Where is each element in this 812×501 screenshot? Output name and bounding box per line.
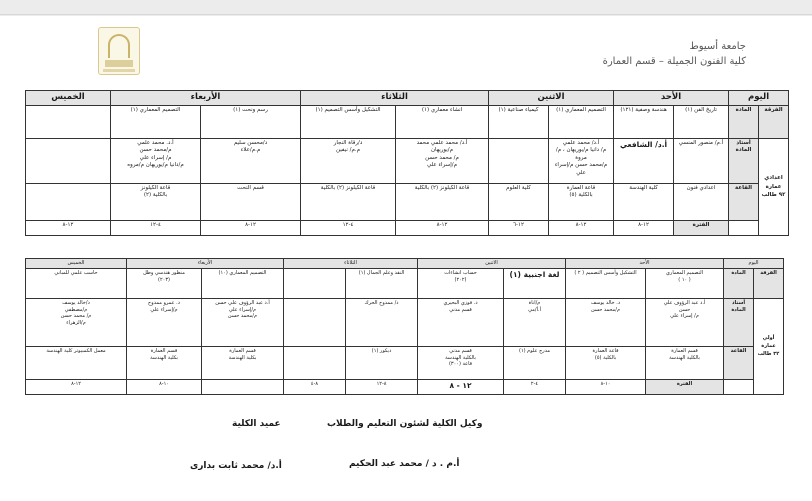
time-cell: ١٢-٨: [614, 221, 674, 236]
dean-title: عميد الكلية: [232, 419, 281, 429]
time-cell: ١٢-٨: [549, 221, 614, 236]
row-label: القاعة: [724, 346, 754, 379]
time-cell: ٨-٤: [284, 379, 346, 394]
time-cell: ٤-١٢: [111, 221, 201, 236]
schedule-table-prep: [25, 90, 789, 236]
subject-cell: رسم ونحت (١): [201, 106, 301, 139]
teacher-cell: د/محسن سليم م.م/علاء: [201, 139, 301, 184]
year-name: أولي عمارة: [761, 335, 776, 350]
subject-cell: [284, 268, 346, 298]
year-label: [754, 298, 784, 394]
time-cell: ١٢-٦: [489, 221, 549, 236]
day-header: الأحد: [614, 91, 729, 106]
hall-cell: معمل الكمبيوتر كلية الهندسة: [26, 346, 127, 379]
row-label: أستاذ المادة: [729, 139, 759, 184]
day-header: اليوم: [729, 91, 789, 106]
day-header: الأربعاء: [127, 259, 284, 269]
blank-cell: [729, 221, 759, 236]
logo-arch-icon: [108, 34, 130, 58]
teacher-cell: أ.د. محمد علمي م/محمد حسن م/ إسراء علي م/دانيا م/يوريهان م/مروه: [111, 139, 201, 184]
day-header: الثلاثاء: [301, 91, 489, 106]
time-cell: ٨-١٢: [346, 379, 418, 394]
window-top-bar: [0, 0, 812, 15]
hall-cell: قاعة الكيلونز (٢) بالكلية: [396, 184, 489, 221]
day-header: الاثنين: [418, 259, 566, 269]
subject-cell: النقد وعلم الجمال (١): [346, 268, 418, 298]
faculty-name: كلية الفنون الجميلة – قسم العمارة: [602, 56, 746, 67]
subject-cell: التصميم المعماري (١): [549, 106, 614, 139]
subject-cell: كيمياء صناعية (١): [489, 106, 549, 139]
year-name: اعدادي عمارة: [764, 174, 783, 190]
teacher-cell: [284, 298, 346, 346]
student-count: ٩٢ طالب: [761, 192, 786, 199]
blank-cell: [724, 379, 754, 394]
time-cell: ١٠-٨: [566, 379, 646, 394]
teacher-cell: [26, 139, 111, 184]
hall-cell: [26, 184, 111, 221]
hall-cell: اعدادي فنون: [674, 184, 729, 221]
student-count: ٣٢ طالب: [757, 351, 780, 358]
day-header: الأربعاء: [111, 91, 301, 106]
subject-cell: التصميم المعماري (١): [111, 106, 201, 139]
time-cell: ١٠-٨: [127, 379, 202, 394]
row-label: الفرقة: [754, 268, 784, 298]
subject-cell: لغة اجنبية (١): [504, 268, 566, 298]
teacher-cell: أ.د عبد الرؤوف علي حسن م/إسراء علي م/محمد حسن: [202, 298, 284, 346]
teacher-cell: م/اناة أ.أ/مي: [504, 298, 566, 346]
hall-cell: قسم مدني بالكلية الهندسة قاعة (٣٠٠): [418, 346, 504, 379]
day-header: الخميس: [26, 91, 111, 106]
logo-line-icon: [103, 69, 135, 72]
day-header: اليوم: [724, 259, 784, 269]
hall-cell: كلية الهندسة: [614, 184, 674, 221]
teacher-cell: [489, 139, 549, 184]
teacher-cell: أ.د/ الشافعي: [614, 139, 674, 184]
time-cell: ١٢-٨: [26, 379, 127, 394]
time-cell: ١٢-٨: [201, 221, 301, 236]
hall-cell: قاعة العمارة بالكلية (٥): [549, 184, 614, 221]
teacher-cell: د. فوزي البحيري قسم مدني: [418, 298, 504, 346]
subject-cell: حاسب علمي للمباني: [26, 268, 127, 298]
subject-cell: التصميم المعماري ( ١٠ ): [646, 268, 724, 298]
teacher-cell: د. خالد يوسف م/محمد حسن: [566, 298, 646, 346]
hall-cell: قسم العمارة بكلية الهندسة: [202, 346, 284, 379]
teacher-cell: أ.د/ محمد علمي محمد م/يوريهان م/ محمد حسن م/إسراء علي: [396, 139, 489, 184]
subject-cell: منظور هندسي وظل (٢٠٣): [127, 268, 202, 298]
day-header: الأحد: [566, 259, 724, 269]
row-label: أستاذ المادة: [724, 298, 754, 346]
hall-cell: قاعة الكيلونز بالكلية (٢): [111, 184, 201, 221]
day-header: الثلاثاء: [284, 259, 418, 269]
subject-cell: انشاء معماري (١): [396, 106, 489, 139]
year-label: [759, 139, 789, 236]
teacher-cell: أ.د/ محمد علمي م/ دانيا م/يوريهان ، م/مروة م/محمد حسن م/إسراء علي: [549, 139, 614, 184]
university-name: جامعة أسيوط: [689, 41, 746, 52]
vice-dean-title: وكيل الكلية لشئون التعليم والطلاب: [327, 419, 483, 429]
teacher-cell: د/رقاة النجار م.م/ نيفين: [301, 139, 396, 184]
university-logo: [98, 27, 140, 75]
row-label: الفترة: [674, 221, 729, 236]
time-cell: ١٢ - ٨: [418, 379, 504, 394]
row-label: الفترة: [646, 379, 724, 394]
subject-cell: هندسة وصفية (١٢١): [614, 106, 674, 139]
dean-name: أ.د/ محمد ثابت بدارى: [190, 461, 282, 471]
subject-cell: تاريخ الفن (١): [674, 106, 729, 139]
hall-cell: قسم العمارة بكلية الهندسة: [127, 346, 202, 379]
schedule-table-first-year: [25, 258, 784, 395]
day-header: الاثنين: [489, 91, 614, 106]
subject-cell: التشكيل وأسس التصميم (١): [301, 106, 396, 139]
time-cell: ١٢-٨: [26, 221, 111, 236]
vice-dean-name: أ.م . د / محمد عبد الحكيم: [349, 459, 460, 469]
teacher-cell: د/ ممدوح الحرك: [346, 298, 418, 346]
time-cell: ١٢-٨: [396, 221, 489, 236]
time-cell: ٤-١٢: [301, 221, 396, 236]
hall-cell: قاعة العمارة بالكلية (٥): [566, 346, 646, 379]
day-header: الخميس: [26, 259, 127, 269]
row-label: المادة: [729, 106, 759, 139]
hall-cell: [284, 346, 346, 379]
subject-cell: التشكيل وأسس التصميم ( ٢ ): [566, 268, 646, 298]
subject-cell: حساب انشاءات (٢٠٢): [418, 268, 504, 298]
teacher-cell: أ.م/ منصور المنسي: [674, 139, 729, 184]
subject-cell: [26, 106, 111, 139]
hall-cell: قاعة الكيلونز (٢) بالكلية: [301, 184, 396, 221]
hall-cell: قسم النحت: [201, 184, 301, 221]
row-label: القاعة: [729, 184, 759, 221]
hall-cell: قسم العمارة بالكلية الهندسة: [646, 346, 724, 379]
teacher-cell: د. عمرو ممدوح م/إسراء علي: [127, 298, 202, 346]
time-cell: [202, 379, 284, 394]
row-label: الفرقة: [759, 106, 789, 139]
schedule-document: [0, 16, 812, 501]
logo-base-icon: [105, 60, 133, 67]
hall-cell: مدرج علوم (١): [504, 346, 566, 379]
teacher-cell: أ.د عبد الرؤوف علي حسن م/ إسراء علي: [646, 298, 724, 346]
row-label: المادة: [724, 268, 754, 298]
hall-cell: ديكور (١): [346, 346, 418, 379]
hall-cell: كلية العلوم: [489, 184, 549, 221]
teacher-cell: د/خالد يوسف م/مصطفي م/ محمد حسن م/الزهراء: [26, 298, 127, 346]
subject-cell: التصميم المعماري (١٠): [202, 268, 284, 298]
time-cell: ٤-٢: [504, 379, 566, 394]
